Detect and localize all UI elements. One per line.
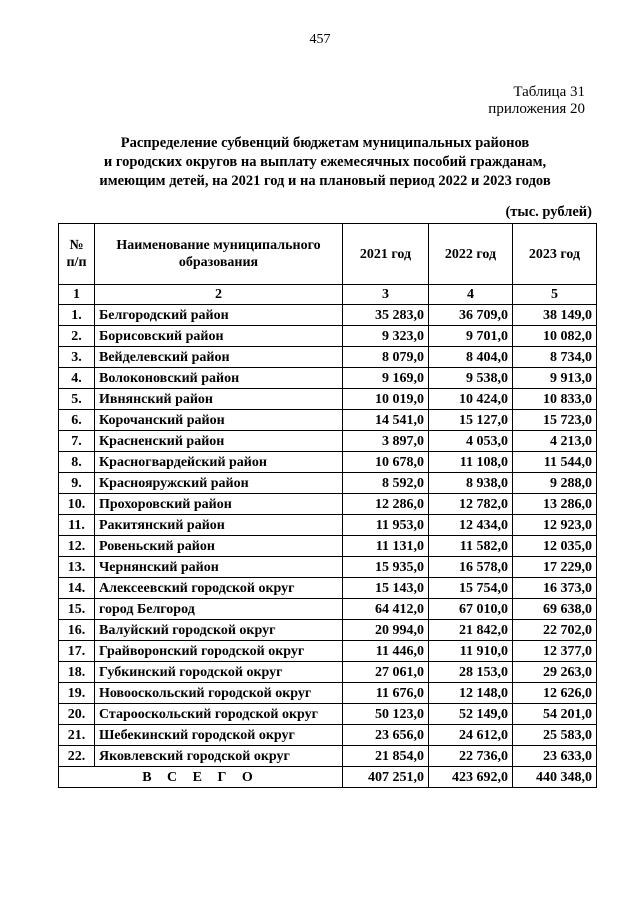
- table-row: [59, 662, 597, 683]
- value-2023: 10 082,0: [513, 326, 597, 347]
- row-number: 14.: [59, 578, 95, 599]
- row-number: 13.: [59, 557, 95, 578]
- value-2023: 13 286,0: [513, 494, 597, 515]
- value-2021: 20 994,0: [343, 620, 429, 641]
- column-number: 4: [429, 285, 513, 305]
- document-title: [60, 134, 590, 191]
- municipality-name: Борисовский район: [95, 326, 343, 347]
- value-2021: 8 592,0: [343, 473, 429, 494]
- value-2023: 69 638,0: [513, 599, 597, 620]
- table-row: [59, 410, 597, 431]
- value-2021: 9 323,0: [343, 326, 429, 347]
- value-2023: 29 263,0: [513, 662, 597, 683]
- header-2021: 2021 год: [343, 224, 429, 285]
- row-number: 2.: [59, 326, 95, 347]
- table-row: [59, 725, 597, 746]
- table-row: [59, 326, 597, 347]
- table-row: [59, 431, 597, 452]
- title-line3: имеющим детей, на 2021 год и на плановый период 2022 и 2023 годов: [99, 173, 551, 189]
- title-line1: Распределение субвенций бюджетам муниципальных районов: [120, 135, 530, 151]
- row-number: 11.: [59, 515, 95, 536]
- header-2022: 2022 год: [429, 224, 513, 285]
- value-2021: 10 019,0: [343, 389, 429, 410]
- value-2023: 38 149,0: [513, 305, 597, 326]
- table-row: [59, 473, 597, 494]
- municipality-name: Старооскольский городской округ: [95, 704, 343, 725]
- row-number: 1.: [59, 305, 95, 326]
- table-row: [59, 620, 597, 641]
- table-row: [59, 704, 597, 725]
- municipality-name: Валуйский городской округ: [95, 620, 343, 641]
- value-2021: 27 061,0: [343, 662, 429, 683]
- municipality-name: Ровеньский район: [95, 536, 343, 557]
- value-2022: 8 938,0: [429, 473, 513, 494]
- municipality-name: Чернянский район: [95, 557, 343, 578]
- municipality-name: Новооскольский городской округ: [95, 683, 343, 704]
- value-2023: 25 583,0: [513, 725, 597, 746]
- municipality-name: Белгородский район: [95, 305, 343, 326]
- row-number: 18.: [59, 662, 95, 683]
- value-2023: 11 544,0: [513, 452, 597, 473]
- table-row: [59, 494, 597, 515]
- value-2021: 11 676,0: [343, 683, 429, 704]
- row-number: 6.: [59, 410, 95, 431]
- value-2023: 12 035,0: [513, 536, 597, 557]
- table-row: [59, 389, 597, 410]
- total-label: В С Е Г О: [59, 767, 343, 788]
- value-2022: 8 404,0: [429, 347, 513, 368]
- table-reference-line2: приложения 20: [488, 101, 585, 117]
- title-line2: и городских округов на выплату ежемесячных пособий гражданам,: [103, 154, 547, 170]
- value-2023: 15 723,0: [513, 410, 597, 431]
- municipality-name: Прохоровский район: [95, 494, 343, 515]
- value-2021: 12 286,0: [343, 494, 429, 515]
- municipality-name: Краснояружский район: [95, 473, 343, 494]
- value-2022: 28 153,0: [429, 662, 513, 683]
- value-2022: 12 434,0: [429, 515, 513, 536]
- value-2022: 11 582,0: [429, 536, 513, 557]
- column-number: 3: [343, 285, 429, 305]
- row-number: 8.: [59, 452, 95, 473]
- total-row: [59, 767, 597, 788]
- table-reference: [488, 84, 585, 118]
- column-number: 5: [513, 285, 597, 305]
- row-number: 17.: [59, 641, 95, 662]
- municipality-name: Губкинский городской округ: [95, 662, 343, 683]
- value-2022: 22 736,0: [429, 746, 513, 767]
- total-value-2021: 407 251,0: [343, 767, 429, 788]
- table-row: [59, 347, 597, 368]
- value-2022: 36 709,0: [429, 305, 513, 326]
- value-2022: 15 127,0: [429, 410, 513, 431]
- value-2021: 3 897,0: [343, 431, 429, 452]
- municipality-name: Ракитянский район: [95, 515, 343, 536]
- units-label: (тыс. рублей): [505, 204, 592, 220]
- value-2023: 8 734,0: [513, 347, 597, 368]
- value-2022: 16 578,0: [429, 557, 513, 578]
- table-row: [59, 599, 597, 620]
- value-2022: 12 782,0: [429, 494, 513, 515]
- total-value-2022: 423 692,0: [429, 767, 513, 788]
- value-2023: 12 626,0: [513, 683, 597, 704]
- value-2022: 9 538,0: [429, 368, 513, 389]
- table-row: [59, 536, 597, 557]
- municipality-name: город Белгород: [95, 599, 343, 620]
- value-2021: 35 283,0: [343, 305, 429, 326]
- column-number: 2: [95, 285, 343, 305]
- value-2023: 12 923,0: [513, 515, 597, 536]
- value-2023: 22 702,0: [513, 620, 597, 641]
- table-row: [59, 557, 597, 578]
- value-2022: 11 108,0: [429, 452, 513, 473]
- value-2022: 12 148,0: [429, 683, 513, 704]
- row-number: 3.: [59, 347, 95, 368]
- table-row: [59, 452, 597, 473]
- value-2021: 14 541,0: [343, 410, 429, 431]
- value-2023: 10 833,0: [513, 389, 597, 410]
- row-number: 20.: [59, 704, 95, 725]
- row-number: 7.: [59, 431, 95, 452]
- table-row: [59, 305, 597, 326]
- row-number: 16.: [59, 620, 95, 641]
- column-number-row: [59, 285, 597, 305]
- column-number: 1: [59, 285, 95, 305]
- value-2021: 8 079,0: [343, 347, 429, 368]
- row-number: 9.: [59, 473, 95, 494]
- total-value-2023: 440 348,0: [513, 767, 597, 788]
- municipality-name: Вейделевский район: [95, 347, 343, 368]
- table-header-row: [59, 224, 597, 285]
- municipality-name: Волоконовский район: [95, 368, 343, 389]
- row-number: 19.: [59, 683, 95, 704]
- row-number: 10.: [59, 494, 95, 515]
- value-2022: 67 010,0: [429, 599, 513, 620]
- value-2022: 15 754,0: [429, 578, 513, 599]
- table-row: [59, 368, 597, 389]
- municipality-name: Грайворонский городской округ: [95, 641, 343, 662]
- subsidy-table: [58, 223, 597, 788]
- value-2022: 9 701,0: [429, 326, 513, 347]
- row-number: 12.: [59, 536, 95, 557]
- value-2021: 15 143,0: [343, 578, 429, 599]
- table-row: [59, 746, 597, 767]
- row-number: 15.: [59, 599, 95, 620]
- row-number: 22.: [59, 746, 95, 767]
- municipality-name: Ивнянский район: [95, 389, 343, 410]
- value-2022: 10 424,0: [429, 389, 513, 410]
- value-2021: 9 169,0: [343, 368, 429, 389]
- value-2023: 54 201,0: [513, 704, 597, 725]
- header-2023: 2023 год: [513, 224, 597, 285]
- table-row: [59, 578, 597, 599]
- table-reference-line1: Таблица 31: [513, 84, 585, 100]
- municipality-name: Красненский район: [95, 431, 343, 452]
- value-2021: 21 854,0: [343, 746, 429, 767]
- value-2021: 23 656,0: [343, 725, 429, 746]
- value-2022: 24 612,0: [429, 725, 513, 746]
- table-row: [59, 683, 597, 704]
- value-2023: 4 213,0: [513, 431, 597, 452]
- value-2021: 15 935,0: [343, 557, 429, 578]
- value-2021: 11 131,0: [343, 536, 429, 557]
- value-2022: 11 910,0: [429, 641, 513, 662]
- value-2023: 9 288,0: [513, 473, 597, 494]
- municipality-name: Красногвардейский район: [95, 452, 343, 473]
- municipality-name: Шебекинский городской округ: [95, 725, 343, 746]
- value-2022: 4 053,0: [429, 431, 513, 452]
- header-name: Наименование муниципального образования: [95, 224, 343, 285]
- page-number: 457: [309, 32, 331, 47]
- table-row: [59, 515, 597, 536]
- value-2021: 10 678,0: [343, 452, 429, 473]
- value-2023: 23 633,0: [513, 746, 597, 767]
- header-num: № п/п: [59, 224, 95, 285]
- value-2022: 21 842,0: [429, 620, 513, 641]
- municipality-name: Корочанский район: [95, 410, 343, 431]
- value-2023: 16 373,0: [513, 578, 597, 599]
- value-2023: 17 229,0: [513, 557, 597, 578]
- value-2022: 52 149,0: [429, 704, 513, 725]
- row-number: 4.: [59, 368, 95, 389]
- row-number: 5.: [59, 389, 95, 410]
- value-2021: 64 412,0: [343, 599, 429, 620]
- value-2021: 11 953,0: [343, 515, 429, 536]
- row-number: 21.: [59, 725, 95, 746]
- municipality-name: Алексеевский городской округ: [95, 578, 343, 599]
- value-2023: 12 377,0: [513, 641, 597, 662]
- municipality-name: Яковлевский городской округ: [95, 746, 343, 767]
- table-row: [59, 641, 597, 662]
- value-2021: 50 123,0: [343, 704, 429, 725]
- value-2021: 11 446,0: [343, 641, 429, 662]
- value-2023: 9 913,0: [513, 368, 597, 389]
